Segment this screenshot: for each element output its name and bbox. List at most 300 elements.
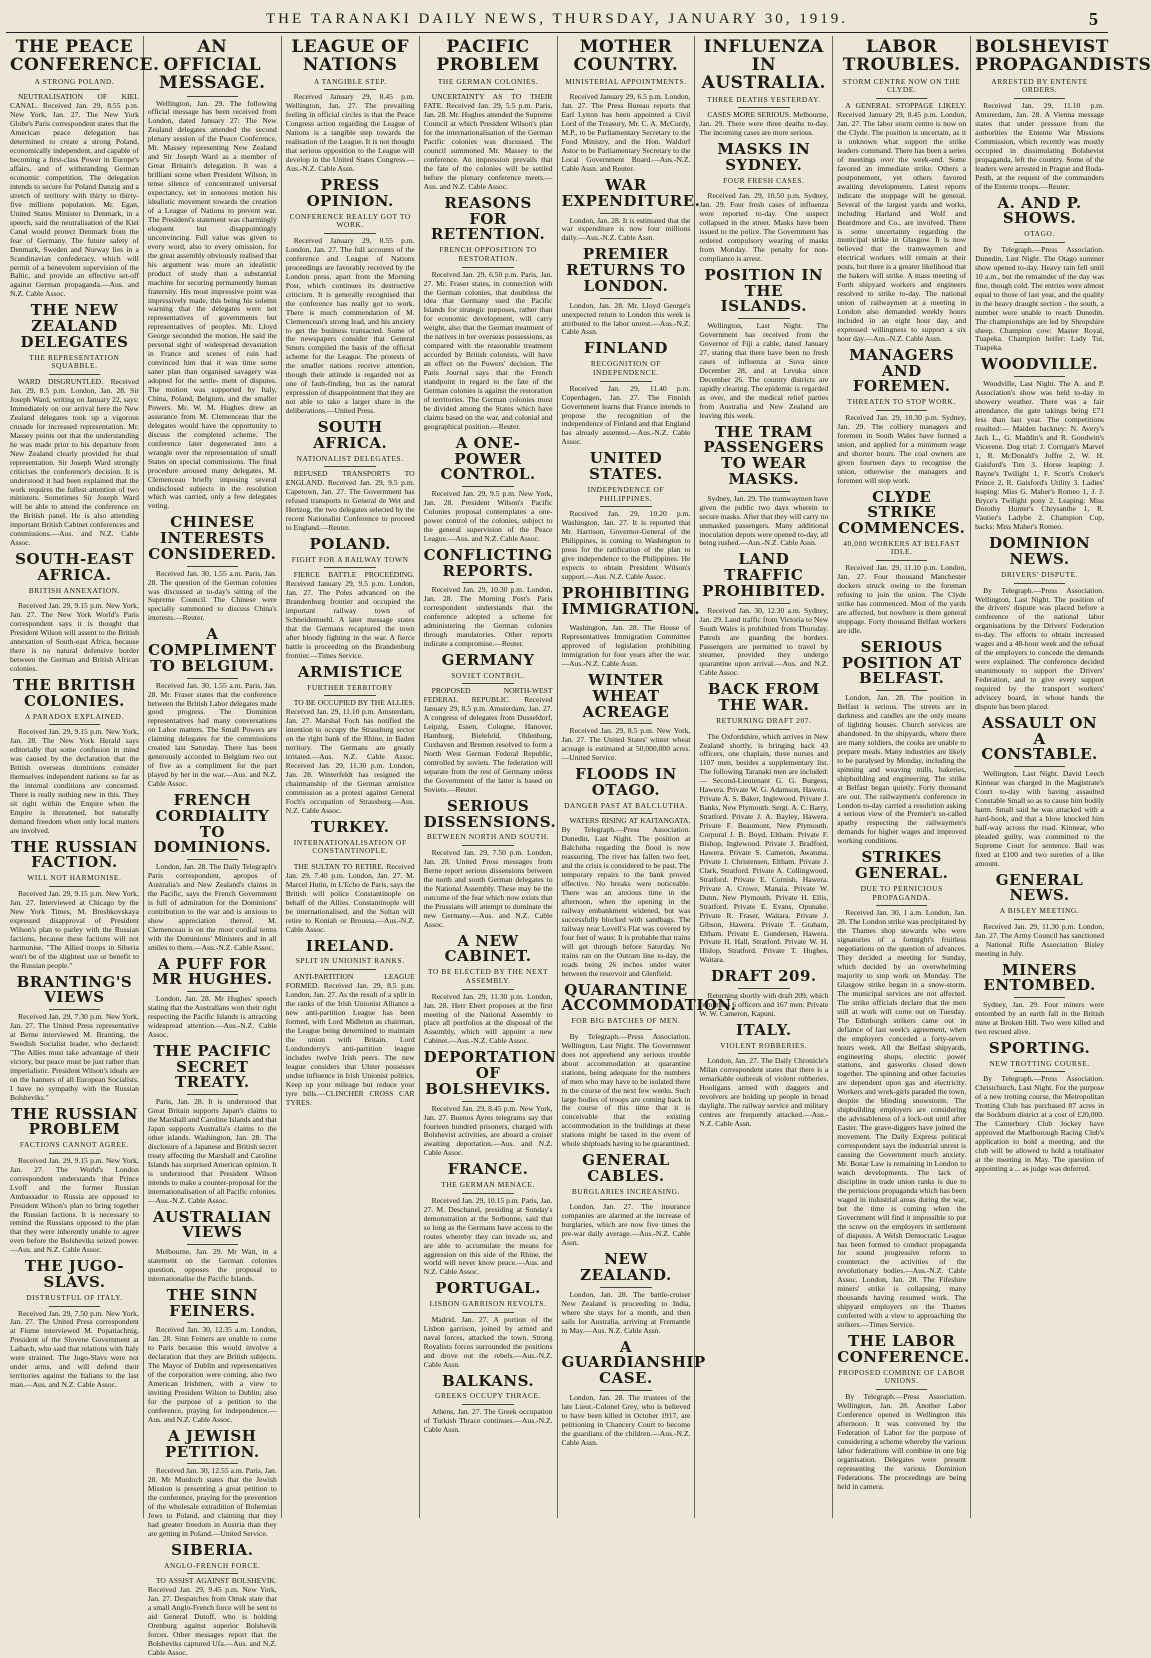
article-body: WATERS RISING AT KAITANGATA. By Telegraph.—Press Association. Dunedin, Last Night. The position at Balclutha regarding the flood is now reassuring. The river has fallen two feet, and the crisis is considered to be past. The temporary repairs to the bank proved effective. No breaks were noticeable. There was an anxious time in the afternoon, when the opening in the railway embankment widened, but was successfully blocked with sandbags. The railway near Lovell's Flat was covered by four feet of water. It is probable that trains will get through before Saturday. No trains ran on the Outram line to-day, the roads being 26 inches under water between the reservoir and Glenfield. (561, 816, 691, 978)
article (562, 767, 691, 978)
article (423, 545, 553, 649)
article-subheading: A STRONG POLAND. (34, 76, 115, 86)
divider (738, 491, 790, 492)
divider (49, 598, 101, 599)
article-body: TO BE OCCUPIED BY THE ALLIES. Received Jan. 29, 11.10 p.m. Amsterdam, Jan. 27. Marshal Foch has notified the intention to occupy the Strassburg sector on the right bank of the Rhine, in Baden territory. The Germans are greatly irritated.—Aus. N.Z. Cable Assoc. Received Jan. 29, 11.30 p.m. London, Jan. 28. Winterfeldt has resigned the chairmanship of the German armistice commission as a protest against General Foch's occupation of Strassburg.—Aus. N.Z. Cable Assoc. (285, 698, 415, 815)
article-subheading: CONFERENCE REALLY GOT TO WORK. (289, 211, 411, 230)
article-body: London, Jan. 28. It is estimated that the war expenditure is now four millions daily.—Aus.-N.Z. Cable Assn. (561, 215, 691, 243)
article (975, 37, 1151, 192)
divider (462, 1193, 514, 1194)
article-body: London, Jan. 28. The Daily Telegraph's Paris correspondent, apropos of Australia's and New Zealand's claims in the Pacific, says the French Government is full of admiration for the Dominions' contribution to the war and is anxious to show appreciation thereof. M. Clemenceau is on the most cordial terms with the Dominions' Ministers and in all smiles to them.—Aus.-N.Z. Cable Assoc. (147, 862, 277, 952)
column-8 (971, 36, 1151, 1518)
article (10, 678, 139, 836)
divider (1014, 98, 1066, 99)
article-subheading: WILL NOT HARMONISE. (27, 873, 122, 883)
article-headline: A COMPLIMENT TO BELGIUM. (148, 625, 277, 675)
article-headline: BACK FROM THE WAR. (707, 680, 820, 715)
article-subheading: DISTRUSTFUL OF ITALY. (26, 1292, 123, 1302)
article-body: Received Jan. 29, 8.5 p.m. New York, Jan. 27. The United States' winter wheat acreage is estimated at 50,000,000 acres.—United Service. (561, 726, 691, 763)
divider (876, 905, 928, 906)
article-headline: PORTUGAL. (435, 1279, 541, 1298)
divider (1014, 997, 1066, 998)
article-body: Received Jan. 30, 12.35 a.m. London, Jan. 28. Sinn Feiners are unable to come to Paris because this would involve a declaration that they are British subjects. The Mayor of Dublin and representatives of the corporation were coming, also two American Irishmen, with a view to inviting President Wilson to Dublin; also for the purpose of a petition to the conference, praying for independence.—Aus. and N.Z. Cable Assoc. (147, 1325, 277, 1424)
article-body: Returning shortly with draft 209, which comprises 6 officers and 167 men: Private W. W. Cameron, Kapuni. (699, 991, 829, 1018)
divider (324, 233, 376, 234)
article-headline: THE RUSSIAN PROBLEM (11, 1104, 138, 1139)
article (699, 1020, 829, 1129)
article (699, 552, 828, 678)
article-headline: LEAGUE OF NATIONS (291, 37, 410, 75)
article-body: The Oxfordshire, which arrives in New Zealand shortly, is bringing back 43 officers, one chaplain, three nurses and 1107 men, besides a supplementary list. The following Taranaki men are included:— Second-Lieutenant G. G. Burgess, Hawera. Private W. G. Adamson, Hawera. Private A. S. Baker, Inglewood. Private J. Banks, New Plymouth. Sergt. A. C. Barry, Stratford. Private J. A. Bayley, Hawera. Private F. Beaumont, New Plymouth. Corporal J. B. Boyd, Eltham. Private F. Bishop, Inglewood. Private J. Bradford, Hawera. Private S. Cameron, Awatuna. Private J. Christensen, Eltham. Private J. Clark, Stratford. Private A. Collingwood, Stratford. Private E. Cornish, Hawera. Private A. Crowe, Manaia. Private W. Dunn, New Plymouth. Private H. Ellis, Stratford. Private E. Evans, Opunake. Private R. Fraser, Waitara. Private J. Gibson, Hawera. Private T. Graham, Eltham. Private E. Gundersen, Hawera. Private H. Hall, Stratford. Private W. H. Hislop, Stratford. Private T. Hughes, Waitara. (699, 731, 829, 965)
article-headline: A ONE-POWER CONTROL. (440, 433, 536, 484)
article-body: Received January 29, 8.55 p.m. London, Jan. 27. The full accounts of the conference and League of Nations proceedings are favorably received by the London press, apart from the Morning Post, which continues its destructive criticism. It is generally recognised that the conference has really got to work. There is much commendation of M. Clemenceau's strong lead, and his anxiety to get the business transacted. Some of the newspapers consider that General Smuts compiled the basis of the official scheme for the League. The protests of the smaller nations receive attention, though their attitude is regarded not as one of fault-finding, but as the natural expression of disappointment that they are not able to take a larger share in the deliberations.—United Press. (285, 235, 415, 416)
article-headline: CLYDE STRIKE COMMENCES. (838, 487, 966, 537)
article (975, 713, 1104, 869)
article (147, 1285, 277, 1425)
article-headline: ITALY. (736, 1020, 792, 1039)
article-headline: WOODVILLE. (980, 355, 1099, 374)
article (562, 451, 691, 582)
article-body: UNCERTAINTY AS TO THEIR FATE. Received Jan. 29, 5.5 p.m. Paris, Jan. 28. Mr. Hughes attended the Supreme Council at which President Wilson's plan for the internationalisation of the German Pacific colonies was discussed. The council summoned Mr. Massey to the conference. An impression prevails that the fate of the colonies will be settled before the plenary conference meets.—Aus. and N.Z. Cable Assoc. (423, 92, 553, 191)
article-headline: THE SINN FEINERS. (166, 1285, 258, 1320)
column-2 (144, 36, 282, 1658)
article (10, 972, 139, 1103)
article (423, 433, 553, 544)
divider (49, 1306, 101, 1307)
divider (600, 723, 652, 724)
article-headline: MOTHER COUNTRY. (573, 37, 679, 75)
article-body: By Telegraph.—Press Association. Wellington, Last Night. The Government does not apprehend any serious trouble about accommodation at quarantine stations, being adequate for the numbers of men who may have to be isolated there in the course of the next few weeks. Such large bodies of troops are coming back in the course of this time that it is conceivable that the existing accommodation in the buildings at these stations might be taxed in the event of whole shiploads having to be quarantined. (561, 1031, 691, 1149)
divider (49, 89, 101, 90)
divider (324, 567, 376, 568)
divider (600, 813, 652, 814)
article-headline: AN OFFICIAL MESSAGE. (159, 37, 266, 93)
article (424, 1162, 553, 1277)
article-subheading: ARRESTED BY ENTENTE ORDERS. (991, 76, 1088, 95)
article-body: By Telegraph.—Press Association. Wellington, Last Night. The position of the drivers' dispute was placed before a conference of the national labor organisations by the Drivers' Federation to-day. The efforts to obtain increased wages and a 48-hour week and the refusal of the employers to concede the demands were explained. The conference decided unanimously to support the Drivers' Federation, and to give every support required by the transport workers' advisory board, in whose hands the dispute has been placed. (975, 585, 1104, 711)
article-headline: SIBERIA. (171, 1540, 254, 1559)
article (837, 1332, 970, 1491)
article-headline: DRAFT 209. (710, 967, 817, 986)
divider (600, 213, 652, 214)
divider (324, 695, 376, 696)
article-subheading: THREATEN TO STOP WORK. (847, 397, 956, 407)
article-body: Received Jan. 29, 7.30 p.m. New York, Jan. 27. The United Press representative at Berne interviewed M. Branting, the Swedish Socialist leader, who declared: "The Allies must take advantage of their victory, but peace must be just rather than imperialistic. President Wilson's ideals are on the banners of all European Socialists. I have no sympathy with the Russian Bolsheviks." (10, 1012, 139, 1102)
divider (187, 1094, 239, 1095)
article-subheading: MINISTERIAL APPOINTMENTS. (565, 76, 687, 86)
divider (876, 560, 928, 561)
article-body: CASES MORE SERIOUS. Melbourne, Jan. 29. There were three deaths to-day. The incoming cases are more serious. (699, 110, 829, 138)
article-headline: UNITED STATES. (589, 449, 663, 484)
article-headline: PRESS OPINION. (306, 176, 394, 210)
article (147, 1041, 277, 1206)
article-body: Wellington, Last Night. David Leech Kinnear was charged in the Magistrate's Court to-day with having assaulted Constable Small so as to cause him bodily harm. Small said he was attacked with a hard-hook, and that a blow knocked him half-way across the road. Kinnear, who pleaded guilty, was committed to the Supreme Court for sentence. Bail was fixed at £100 and two sureties of a like amount. (975, 769, 1104, 868)
divider (600, 620, 652, 621)
article (424, 1281, 553, 1369)
divider (187, 1322, 239, 1323)
divider (1014, 1071, 1066, 1072)
divider (462, 267, 514, 268)
article-subheading: 40,000 WORKERS AT BELFAST IDLE. (843, 538, 961, 557)
article-headline: SOUTH-EAST AFRICA. (15, 550, 134, 584)
article-body: London, Jan. 28. Mr. Lloyd George's unexpected return to London this week is attributed to the labor unrest.—Aus.-N.Z. Cable Assn. (561, 300, 691, 337)
article-body: Woodville, Last Night. The A. and P. Association's show was held to-day in showery weather. There was a fair attendance, the gate takings being £71 less than last year. The competitions resulted:— Maiden hackney: N. Avery's Jack L., G. Maddin's and R. Goodwin's Vicerene. Dog trial: J. Corrigan's Marvel 1, R. McDonald's Joffre 2, W. H. Gaisford's Tim 3. Horse leaping: J. Rayne's Twilight 1, F. Scott's Croker's Prince 2, R. Gaisford's Utility 3. Ladies' leaping: Miss G. Maher's Romeo 1, J. J. Bryce's Twilight pony 2. Leaping: Miss Dorothy Hunter's Chrysanthe 1, R. Vautier's Ladybe 2. Champion Cup, backs: Miss Maher's Romeo. (975, 379, 1104, 532)
divider (462, 1101, 514, 1102)
article-subheading: DANGER PAST AT BALCLUTHA. (564, 800, 688, 810)
divider (738, 1053, 790, 1054)
article (147, 1540, 277, 1658)
article-subheading: VIOLENT ROBBERIES. (720, 1040, 808, 1050)
article-body: Received Jan. 29, 7.50 p.m. New York, Jan. 27. The United Press correspondent at Fiume interviewed M. Popatiachnig, President of the Slovene Government at Laibach, who said that relations with Italy were strained. The Jugo-Slavs were not under arms, and will defend their territories against the Italians to the last man.—Aus. and N.Z. Cable Assoc. (10, 1308, 139, 1390)
divider (49, 724, 101, 725)
article (562, 341, 691, 447)
article-body: Received Jan. 29, 8.45 p.m. New York, Jan. 27. Buenos Ayres telegrams say that fourteen hundred prisoners, charged with Bolshevist activities, are aboard a cruiser awaiting deportation.—Aus. and N.Z. Cable Assoc. (423, 1103, 553, 1158)
divider (462, 989, 514, 990)
article-headline: A PUFF FOR MR HUGHES. (152, 954, 273, 989)
article (10, 37, 160, 299)
article (975, 870, 1104, 959)
divider (187, 859, 239, 860)
article-subheading: OTAGO. (1024, 229, 1055, 239)
article-headline: IRELAND. (305, 936, 395, 955)
divider (600, 506, 652, 507)
article-body: Sydney, Jan. 29. The tramwaymen have given the public two days wherein to secure masks. After that they will carry no unmasked passengers. Many additional inoculation depots were opened to-day, all being rushed.—Aus.-N.Z. Cable Assn. (699, 493, 829, 548)
article-headline: THE TRAM PASSENGERS TO WEAR MASKS. (703, 422, 825, 488)
article-body: PROPOSED NORTH-WEST FEDERAL REPUBLIC. Received January 29, 8.5 p.m. Amsterdam, Jan. 27. A congress of delegates from Dusseldorf, Leipzig, Essen, Cologne, Hanover, Hamburg, Bielefeld, Oldenburg, Cuxhaven and Bremen resolved to form a North West German Federal Republic, controlled by soviets. The federation will separate from the rest of Germany unless the Government of the latter is based on Soviets.—Reuter. (423, 686, 553, 794)
divider (738, 188, 790, 189)
article-headline: FINLAND (584, 339, 668, 358)
article-body: Received Jan. 29, 7.50 p.m. London, Jan. 28. United Press messages from Berne report serious dissensions between the north and south German delegates to the National Assembly. These may be the outcome of the fear which now exists that the Prussians will attempt to dominate the new Germany.—Aus. and N.Z. Cable Assoc. (423, 848, 553, 929)
article-headline: THE BRITISH COLONIES. (13, 676, 136, 710)
article (10, 1104, 139, 1256)
article (147, 1426, 277, 1539)
article (10, 303, 139, 548)
article-body: Received Jan. 29, 9.5 p.m. New York, Jan. 28. President Wilson's Pacific Colonies proposal contemplates a one-power control of the colonies, subject to the general supervision of the Peace League.—Aus. and N.Z. Cable Assoc. (423, 489, 553, 543)
divider (187, 1463, 239, 1464)
article-body: London, Jan. 28. The trustees of the late Lieut.-Colonel Grey, who is believed to have been killed in October 1917, are petitioning in Chancery Court to become the guardians of the children.—Aus.-N.Z. Cable Assn. (561, 1392, 691, 1447)
article-headline: LABOR TROUBLES. (842, 37, 961, 75)
article (10, 837, 139, 971)
article-body: London, Jan. 28. The battle-cruiser New Zealand is proceeding to India, where she stays for a month, and then sails for Australia, arriving at Fremantle in May.—Aus. N.Z. Cable Assn. (561, 1289, 691, 1335)
divider (876, 98, 928, 99)
article-body: Received Jan. 29, 11.40 p.m. Copenhagen, Jan. 27. The Finnish Government learns that France intends to propose the recognition of the independence of Finland and that England has already assented.—Aus.-N.Z. Cable Assoc. (561, 383, 691, 447)
article-headline: FLOODS IN OTAGO. (575, 765, 677, 799)
article-headline: CONFLICTING REPORTS. (423, 545, 553, 580)
article-headline: BALKANS. (441, 1371, 535, 1390)
article-headline: ASSAULT ON A CONSTABLE. (981, 713, 1098, 764)
article-body: By Telegraph.—Press Association. Wellington, Jan. 28. Another Labor Conference opened in Wellington this afternoon. It was convened by the Federation of Labor for the purpose of considering a scheme whereby the various labor federations will combine in one big organisation. Delegates were present representing the various Dominion Federations. The proceedings are being held in camera. (837, 1392, 967, 1491)
divider (462, 1404, 514, 1405)
divider (876, 1389, 928, 1390)
article-headline: AUSTRALIAN VIEWS (152, 1207, 272, 1242)
article-subheading: THE GERMAN COLONIES. (437, 76, 539, 86)
article (975, 536, 1104, 712)
article-body: Received Jan. 29, 11.10 p.m. Amsterdam, Jan. 28. A Vienna message states that under pressure from the authorities the Entente War Missions Commission, which recently was mostly occupied in dissimulating Bolshevist propaganda, left the country. Some of the leaders were arrested in Prague and Buda-Pesth, at the request of the commanders of the Entente troops.—Reuter. (975, 101, 1104, 191)
column-4 (420, 36, 558, 1518)
article-body: Athens, Jan. 27. The Greek occupation of Turkish Thrace continues.—Aus.-N.Z. Cable Assn. (423, 1407, 553, 1434)
article-body: Received Jan. 29, 10.30 p.m. London, Jan. 28. The Morning Post's Paris correspondent understands that the conference adopted a scheme for administering the German colonies through mandatories. Other reports indicate a compromise.—Reuter. (423, 585, 553, 648)
divider (324, 969, 376, 970)
article-subheading: PROPOSED COMBINE OF LABOR UNIONS. (838, 1367, 966, 1386)
article (148, 627, 277, 789)
article-headline: ARMISTICE (297, 662, 403, 681)
article-headline: WINTER WHEAT ACREAGE (582, 671, 670, 721)
article (561, 1337, 706, 1448)
article (699, 422, 829, 549)
article (699, 969, 828, 1019)
article-body: Received Jan. 29, 9.15 p.m. New York, Jan. 27. Interviewed at Chicago by the New York Times, M. Breshkovskaya expressed disapproval of President Wilson's plan to parley with the Russian factions, because these factions will not harmonise. "The Allied troops in Siberia won't be of the slightest use or benefit to the Russian people." (10, 888, 139, 970)
article-subheading: BURGLARIES INCREASING. (571, 1186, 680, 1196)
article-headline: THE JUGO-SLAVS. (24, 1257, 125, 1292)
article-headline: A. AND P. SHOWS. (997, 193, 1082, 228)
article-subheading: NATIONALIST DELEGATES. (296, 453, 404, 463)
divider (600, 1390, 652, 1391)
divider (738, 603, 790, 604)
article-headline: GENERAL NEWS. (995, 870, 1084, 905)
article-subheading: BRITISH ANNEXATION. (28, 585, 121, 595)
article-headline: FRENCH CORDIALITY TO DOMINIONS. (153, 791, 272, 857)
article-headline: INFLUENZA IN AUSTRALIA. (701, 37, 826, 93)
column-1 (6, 36, 160, 1518)
article-headline: MINERS ENTOMBED. (983, 960, 1096, 995)
article-body: WARD DISGRUNTLED. Received Jan. 29, 8.5 p.m. London, Jan. 28. Sir Joseph Ward, writing on January 22, says: Immediately on our arrival here the New Zealand delegates took up a vigorous crusade for increased representation. Mr. Massey points out that the understanding he was made prior to his departure from New Zealand clearly provided for dual representation. Sir Joseph Ward strongly criticises the conference's decision. It is understood it had been explained that the work requires the fullest attention of two ministers. Sometimes Sir Joseph Ward will be able to attend the conference on the British panel. He is also attending important British Cabinet conferences and commissions.—Aus. and N.Z. Cable Assoc. (10, 377, 139, 548)
article-headline: POSITION IN THE ISLANDS. (704, 265, 824, 316)
article-subheading: RECOGNITION OF INDEPENDENCE. (590, 359, 662, 377)
article (562, 1153, 691, 1248)
article (837, 487, 967, 636)
divider (600, 1029, 652, 1030)
article-headline: GERMANY (441, 650, 535, 669)
article-headline: REASONS FOR RETENTION. (430, 193, 546, 244)
column-6 (695, 36, 833, 1518)
article-body: Received Jan. 29, 10.15 p.m. Paris, Jan. 27. M. Deschanel, presiding at Sunday's demonstration at the Sorbonne, said that so long as the Germans have access to the routes whereby they can invade us, and are able to accumulate the means for aggression on this side of the Rhine, the world will never know peace.—Aus. and N.Z. Cable Assoc. (423, 1195, 553, 1277)
article (837, 345, 967, 486)
divider (738, 988, 790, 989)
article-body: Received Jan. 29, 10.20 p.m. Washington, Jan. 27. It is reported that Mr. Harrison, Governor-General of the Philippines, is coming to Washington to press for the ratification of the plan to give independence to the Philippines. He expects to obtain President Wilson's support.—Aus. N.Z. Cable Assoc. (561, 509, 691, 581)
divider (876, 690, 928, 691)
article-body: ANTI-PARTITION LEAGUE FORMED. Received Jan. 29, 8.5 p.m. London, Jan. 27. As the result of a split in the ranks of the Irish Unionist Alliance a new anti-partition League has been formed, with Lord Midleton as chairman, the League being determined to maintain the union with Britain. Lord Londonderry's anti-partition league includes twelve Irish peers. The new league considers that Ulster possesses undue influence in Irish Unionist politics. Keep up your mileage but reduce your tyre bills.—CLINCHER CROSS CAR TYRES. (285, 972, 415, 1107)
article-subheading: A BISLEY MEETING. (999, 906, 1080, 916)
article-headline: THE NEW ZEALAND DELEGATES (20, 301, 129, 351)
article-headline: DEPORTATION OF BOLSHEVIKS. (423, 1048, 557, 1098)
article-subheading: INTERNATIONALISATION OF CONSTANTINOPLE. (293, 837, 407, 856)
divider (738, 107, 790, 108)
article (285, 534, 415, 661)
article-headline: SERIOUS POSITION AT BELFAST. (841, 637, 962, 688)
article-subheading: DRIVERS' DISPUTE. (1000, 569, 1079, 579)
article-headline: THE PEACE CONFERENCE. (10, 37, 160, 75)
divider (462, 486, 514, 487)
article (562, 39, 691, 174)
page-number: 5 (1089, 8, 1098, 29)
article (286, 39, 415, 174)
divider (187, 96, 239, 97)
article-headline: BOLSHEVIST PROPAGANDISTS (975, 37, 1151, 75)
article (423, 931, 553, 1047)
article-subheading: FOUR FRESH CASES. (723, 175, 805, 185)
newspaper-columns (6, 36, 1151, 1658)
article-body: TO ASSIST AGAINST BOLSHEVIK. Received Jan. 29, 9.45 p.m. New York, Jan. 27. Despatches from Omsk state that a small Anglo-French force will be sent to aid General Dutoff, who is holding Orenburg against superior Bolshevik forces. Other messages report that the Bolsheviks captured Ufa.—Aus. and N.Z. Cable Assoc. (147, 1576, 277, 1658)
article-subheading: THREE DEATHS YESTERDAY. (707, 94, 821, 104)
article-subheading: FURTHER TERRITORY (307, 682, 394, 692)
divider (600, 381, 652, 382)
article (975, 357, 1104, 532)
article-headline: A NEW CABINET. (444, 931, 532, 966)
column-3 (282, 36, 420, 1518)
article (285, 662, 415, 816)
article (286, 178, 415, 416)
divider (49, 886, 101, 887)
article-subheading: FRENCH OPPOSITION TO RESTORATION. (439, 245, 537, 263)
divider (187, 991, 239, 992)
article (147, 954, 277, 1040)
article-body: Madrid, Jan. 27. A portion of the Lisbon garrison, joined by armed and naval forces, attacked the town. Strong Royalists forces surrounded the positions and drove out the rebels.—Aus.-N.Z. Cable Assn. (423, 1314, 553, 1369)
article-body: Sydney, Jan. 29. Four miners were entombed by an earth fall in the British mine at Broken Hill. Two were killed and two rescued alive. (975, 1000, 1104, 1037)
article-body: Melbourne, Jan. 29. Mr Watt, in a statement on the German colonies question, opposes the proposal to internationalise the Pacific Islands. (147, 1247, 277, 1283)
divider (600, 89, 652, 90)
article-subheading: TO BE ELECTED BY THE NEXT ASSEMBLY. (427, 967, 549, 985)
divider (1014, 242, 1066, 243)
article-headline: SPORTING. (988, 1038, 1091, 1057)
article-body: Received Jan. 30, 1.55 a.m. Paris, Jan. 28. The question of the German colonies was discussed at to-day's sitting of the Supreme Council. The Chinese were specially summoned to discuss China's interests.—Reuter. (147, 568, 277, 623)
divider (324, 466, 376, 467)
article-body: Received Jan. 30, 12.55 a.m. Paris, Jan. 28. Mr Murdoch states that the Jewish Mission is presenting a great petition to the conference, praying for the prevention of the wholesale extradition of Bohemian Jews to Poland, and claiming that they had greater freedom in Austria than they are getting in Poland.—United Service. (147, 1466, 277, 1538)
divider (738, 318, 790, 319)
article (562, 673, 691, 763)
article-subheading: THE REPRESENTATION SQUABBLE. (29, 352, 120, 371)
article (148, 39, 277, 511)
article-headline: PREMIER RETURNS TO LONDON. (566, 245, 686, 295)
article-body: Received Jan. 29, 11.10 p.m. London, Jan. 27. Four thousand Manchester dockers struck owing to the foreman refusing to join the union. The Clyde strike has commenced. Most of the yards are affected, but nowhere is there general stoppage. Forty thousand Belfast workers are idle. (837, 563, 967, 635)
article (699, 265, 829, 421)
article (423, 1048, 557, 1158)
article (561, 176, 701, 243)
article-body: London, Jan. 28. Mr Hughes' speech stating that the Australians won their right respecting the Pacific Islands is attracting widespread attention.—Aus.-N.Z. Cable Assoc. (147, 994, 277, 1039)
article (699, 142, 828, 264)
article-subheading: A TANGIBLE STEP. (313, 76, 387, 86)
article (10, 1259, 139, 1390)
article-subheading: SOVIET CONTROL. (451, 670, 525, 680)
article-body: Washington, Jan. 28. The House of Representatives Immigration Committee approved of legislation prohibiting immigration for four years after the war.—Aus.-N.Z. Cable Assn. (561, 623, 691, 669)
article (423, 1371, 553, 1435)
divider (187, 1244, 239, 1245)
article (975, 960, 1104, 1037)
article (562, 1252, 691, 1335)
article-headline: A JEWISH PETITION. (165, 1426, 260, 1461)
masthead (6, 6, 1108, 33)
article (699, 39, 828, 138)
article (837, 39, 966, 344)
divider (187, 566, 239, 567)
article-headline: CHINESE INTERESTS CONSIDERED. (148, 513, 277, 563)
column-7 (833, 36, 971, 1518)
article (975, 1038, 1104, 1174)
article (424, 39, 553, 192)
article-body: Received Jan. 29, 10.50 p.m. Sydney, Jan. 29. Four fresh cases of influenza were reported to-day. One suspect collapsed in the street. Masks have been issued to the police. The Government has ordered compulsory wearing of masks from Monday. The penalty for non-compliance is arrest. (699, 191, 829, 264)
divider (1014, 766, 1066, 767)
article-headline: PROHIBITING IMMIGRATION. (561, 583, 701, 618)
article-subheading: A PARADOX EXPLAINED. (24, 711, 124, 721)
article-body: Received Jan. 29, 9.15 p.m. New York, Jan. 28. The New York Herald says editorially that some confusion in mind was caused by the declaration that the British overseas dominions consider themselves independent nations so far as the internal conditions are concerned. There is really nothing new in this. They sit right within the Empire when the Empire is threatened, but naturally demand freedom when only local matters are involved. (10, 727, 139, 835)
article-headline: THE PACIFIC SECRET TREATY. (153, 1041, 272, 1092)
divider (49, 374, 101, 375)
divider (1014, 376, 1066, 377)
article (423, 193, 553, 432)
article (423, 650, 553, 795)
divider (738, 729, 790, 730)
article (562, 247, 691, 337)
article (837, 637, 967, 846)
article-headline: SERIOUS DISSENSIONS. (423, 796, 557, 831)
article-body: London, Jan. 28. The position in Belfast is serious. The streets are in darkness and candles are the only means of lighting houses. Church services are abandoned. In the shipyards, where there are many soldiers, the cooks are unable to prepare meals. Many industries are likely to be paralysed by Monday, including the spinning and weaving mills, bakeries, shipbuilding and engineering. The strike at Belfast began quietly. Forty thousand are out. The railwaymen's conference in London to-day carried a resolution asking a serious view of the Premier's so-called apathy respecting the railwaymen's demands for higher wages and improved working conditions. (837, 693, 967, 846)
divider (462, 845, 514, 846)
article-body: Received January 29, 8.45 p.m. Wellington, Jan. 27. The prevailing feeling in official circles is that the Peace Congress action regarding the League of Nations is a tangible step towards the realisation of the League. It is not thought that serious opposition to the League will develop in the United States Congress.—Aus.-N.Z. Cable Assn. (285, 92, 415, 174)
article-subheading: FOR BIG BATCHES OF MEN. (571, 1016, 681, 1026)
divider (462, 683, 514, 684)
article-headline: POLAND. (309, 534, 391, 553)
article-headline: MASKS IN SYDNEY. (717, 140, 811, 174)
article-headline: QUARANTINE ACCOMMODATION. (561, 980, 737, 1015)
article (423, 796, 557, 930)
article-body: Received Jan. 29, 10.30 p.m. Sydney, Jan. 29. The colliery managers and foremen in South Wales have formed a union, and applied for a minimum wage and shorter hours. The coal owners are given fourteen days to recognise the union, otherwise the managers and foremen will stop work. (837, 412, 967, 485)
article-body: By Telegraph.—Press Association. Christchurch, Last Night. For the purpose of a new trotting course, the Metropolitan Trotting Club has purchased 87 acres in the Sockburn district at a cost of £20,000. The Canterbury Club Jockey have approved the Marlborough Racing Club's application to hold a meeting, and the club will be allowed to hold a totalisator at the meeting in May. The question of appointing a ... as judge was deferred. (975, 1074, 1104, 1173)
article-body: Received Jan. 29, 9.15 p.m. New York, Jan. 27. The World's London correspondent understands that Prince Lvoff and the former Russian Ambassador to Russia are opposed to President Wilson's plan to bring together the Russian factions. It is necessary to remind the Russians opposed to the plan that they were inherently unable to agree even before the Bolsheviks seized power.—Aus. and N.Z. Cable Assoc. (10, 1155, 139, 1255)
article-headline: STRIKES GENERAL. (855, 848, 949, 883)
article-subheading: THE GERMAN MENACE. (441, 1180, 536, 1190)
article-body: FIERCE BATTLE PROCEEDING. Received January 29, 9.5 p.m. London, Jan. 27. The Poles advanced on the Brandenburg frontier and occupied the important railway town of Schneidemuehl. A later message states that the Germans recaptured the town after bloody fighting in the war. A fierce battle is proceeding on the Brandenburg frontier.—Times Service. (285, 570, 415, 660)
divider (600, 1287, 652, 1288)
article-headline: THE LABOR CONFERENCE. (837, 1332, 970, 1366)
article (975, 193, 1104, 354)
article-body: THE SULTAN TO RETIRE. Received Jan. 29, 7.40 p.m. London, Jan. 27. M. Marcel Hutin, in L'Echo de Paris, says the British will police Constantinople on behalf of the Allies. Constantinople will be internationalised, and the Sultan will retire to Koniah or Broussa.—Aus.-N.Z. Cable Assoc. (285, 862, 415, 934)
article-body: Wellington, Last Night. The Government has received from the Governor of Fiji a cable, dated January 27, stating that there have been no fresh cases of influenza at Suva since December 28, and at Levuka since December 26. The country districts are rapidly clearing. The epidemic is regarded as over, and the medical relief parties from Australia and New Zealand are leaving this week. (699, 321, 829, 420)
article-subheading: INDEPENDENCE OF PHILIPPINES. (587, 484, 665, 503)
article-body: NEUTRALISATION OF KIEL CANAL. Received Jan. 29, 8.55 p.m. New York, Jan. 27. The New York Globe's Paris correspondent states that the American peace delegation has determined to create a strong Poland, economically independent, and capable of becoming a first-class Power in Europe's affairs, and of withstanding German economic competition. The delegation intends to secure for Poland Danzig and a stretch of territory with thirty to thirty-five millions population. Mr. Egan, United States Minister to Denmark, in a speech, said the neutralisation of the Kiel Canal would protect Denmark from the fear of Germany. The future safety of Denmark, Sweden and Norway lies in a Scandinavian confederacy, which will permit of a benevolent supervision of the Baltic, and provide an effective set-off against German propaganda.—Aus. and N.Z. Cable Assoc. (10, 92, 139, 299)
article (10, 552, 139, 674)
article (285, 936, 415, 1108)
article-headline: LAND TRAFFIC PROHIBITED. (702, 550, 826, 600)
article-subheading: FACTIONS CANNOT AGREE. (19, 1140, 130, 1150)
article (561, 583, 701, 669)
divider (600, 1199, 652, 1200)
article-subheading: SPLIT IN UNIONIST RANKS. (295, 956, 405, 966)
article-subheading: ANGLO-FRENCH FORCE. (164, 1560, 261, 1570)
article (148, 793, 277, 953)
divider (600, 298, 652, 299)
article-subheading: STORM CENTRE NOW ON THE CLYDE. (842, 76, 961, 95)
divider (1014, 583, 1066, 584)
article (837, 850, 966, 1330)
divider (324, 89, 376, 90)
article-body: Received Jan. 30, 1.55 a.m. Paris, Jan. 28. Mr. Fraser states that the conference between the British Labor delegates made good progress. The Dominion representatives had many conversations on Labor matters. The Small Powers are claiming delegates for the commissions created last Saturday. There has been generously accorded to Belgium two out of five as a compliment for the part played by her in the war.—Aus. and N.Z. Cable Assoc. (147, 680, 277, 789)
article-subheading: NEW TROTTING COURSE. (989, 1058, 1090, 1068)
article (286, 420, 415, 533)
column-5 (558, 36, 737, 1518)
divider (462, 1312, 514, 1313)
article-body: By Telegraph.—Press Association. Dunedin, Last Night. The Otago summer show opened to-day. Heavy rain fell until 10 a.m., but the remainder of the day was fine, though cold. The entries were almost equal to those of last year, and the quality in the heavy draught section - the south, a number were unable to reach Dunedin. The championships are led by Shropshire sheep. Champion cow: Master Royal, Tuapeka. Champion heifer: Lady Tui, Tuapeka. (975, 244, 1104, 353)
article-headline: NEW ZEALAND. (580, 1250, 672, 1284)
divider (462, 89, 514, 90)
article-body: Received Jan. 29, 11.30 p.m. London, Jan. 27. The Army Council has sanctioned a National Rifle Association Bisley meeting in July. (975, 921, 1104, 958)
article-subheading: DUE TO PERNICIOUS PROPAGANDA. (860, 883, 943, 902)
article-headline: SOUTH AFRICA. (313, 418, 388, 452)
article-headline: A GUARDIANSHIP CASE. (561, 1337, 706, 1388)
article-body: Paris, Jan. 28. It is understood that Great Britain supports Japan's claims to the Marshall and Caroline Islands and that Japan supports Australia's claims to the other islands. Washington, Jan. 28. The disclosure of a Japanese and British secret treaty affecting the Marshall and Caroline Islands has surprised American opinion. It is understood that President Wilson intends to make a counter-proposal for the internationalisation of all Pacific colonies.—Aus.-N.Z. Cable Assoc. (147, 1097, 277, 1205)
divider (49, 1009, 101, 1010)
article-body: REFUSED TRANSPORTS TO ENGLAND. Received Jan. 29, 9.5 p.m. Capetown, Jan. 27. The Government has refused transports to General de Wet and Hertzog, the two delegates selected by the recent Nationalist Conference to proceed to England.—Reuter. (285, 469, 415, 532)
article-body: Received Jan. 29, 11.30 p.m. London, Jan. 28. Herr Ebert proposes at the first meeting of the National Assembly to place all portfolios at the disposal of the Assembly, which will appoint a new Cabinet.—Aus.-N.Z. Cable Assoc. (423, 991, 553, 1046)
article-headline: GENERAL CABLES. (582, 1151, 670, 1185)
